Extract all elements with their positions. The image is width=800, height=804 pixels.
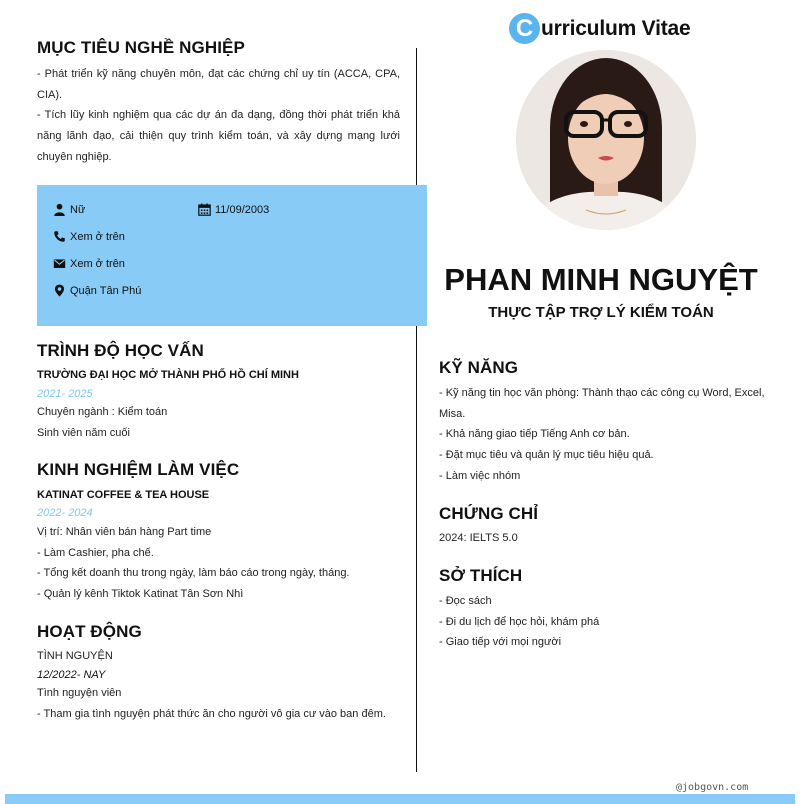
location-icon xyxy=(53,284,66,297)
address-item xyxy=(53,284,141,297)
birthday-item xyxy=(198,203,269,216)
activities-role: Tình nguyện viên xyxy=(37,687,122,699)
phone-value: Xem ở trên xyxy=(70,230,125,243)
activities-desc: - Tham gia tình nguyện phát thức ăn cho người vô gia cư vào ban đêm. xyxy=(37,708,386,720)
activities-period: 12/2022- NAY xyxy=(37,669,106,681)
experience-position: Vị trí: Nhân viên bán hàng Part time xyxy=(37,526,212,538)
footer-credit: @jobgovn.com xyxy=(676,782,749,793)
education-school: TRƯỜNG ĐẠI HỌC MỞ THÀNH PHỐ HỒ CHÍ MINH xyxy=(37,369,299,381)
certificate-item-1: 2024: IELTS 5.0 xyxy=(439,532,518,544)
email-item xyxy=(53,257,125,270)
education-heading: TRÌNH ĐỘ HỌC VẤN xyxy=(37,341,204,360)
address-value: Quận Tân Phú xyxy=(70,284,142,297)
activities-org: TÌNH NGUYỆN xyxy=(37,650,113,662)
hobby-item-1: - Đọc sách xyxy=(439,595,492,607)
cv-logo-text: urriculum Vitae xyxy=(541,16,691,40)
experience-heading: KINH NGHIỆM LÀM VIỆC xyxy=(37,460,240,479)
objective-line-1: - Phát triển kỹ năng chuyên môn, đạt các chứng chỉ uy tín (ACCA, CPA, CIA). xyxy=(37,68,400,101)
hobby-item-3: - Giao tiếp với mọi người xyxy=(439,636,562,648)
footer-bar xyxy=(5,794,795,804)
gender-value: Nữ xyxy=(70,203,86,216)
education-period: 2021- 2025 xyxy=(37,388,93,400)
personal-info-box xyxy=(37,185,427,326)
experience-duty-2: - Tổng kết doanh thu trong ngày, làm báo cáo trong ngày, tháng. xyxy=(37,567,350,579)
cv-logo xyxy=(509,13,691,44)
user-icon xyxy=(53,203,66,216)
hobby-item-2: - Đi du lịch để học hỏi, khám phá xyxy=(439,616,600,628)
skill-item-2: - Khả năng giao tiếp Tiếng Anh cơ bản. xyxy=(439,428,630,440)
skill-item-3: - Đặt mục tiêu và quản lý mục tiêu hiệu quả. xyxy=(439,449,654,461)
education-major: Chuyên ngành : Kiểm toán xyxy=(37,406,168,418)
objective-heading: MỤC TIÊU NGHỀ NGHIỆP xyxy=(37,38,245,57)
experience-duty-3: - Quản lý kênh Tiktok Katinat Tân Sơn Nhì xyxy=(37,588,244,600)
profile-photo xyxy=(516,50,696,230)
education-status: Sinh viên năm cuối xyxy=(37,427,130,439)
skill-item-1: - Kỹ năng tin học văn phòng: Thành thạo các công cụ Word, Excel, Misa. xyxy=(439,387,765,420)
experience-duty-1: - Làm Cashier, pha chế. xyxy=(37,547,154,559)
cv-logo-letter: C xyxy=(509,13,540,44)
email-value: Xem ở trên xyxy=(70,257,125,270)
experience-company: KATINAT COFFEE & TEA HOUSE xyxy=(37,489,210,501)
gender-item xyxy=(53,203,85,216)
activities-heading: HOẠT ĐỘNG xyxy=(37,622,142,641)
calendar-icon xyxy=(198,203,211,216)
skill-item-4: - Làm việc nhóm xyxy=(439,470,521,482)
divider-bottom xyxy=(416,326,417,772)
candidate-name: PHAN MINH NGUYỆT xyxy=(444,262,758,297)
job-title: THỰC TẬP TRỢ LÝ KIỂM TOÁN xyxy=(488,304,714,321)
phone-item xyxy=(53,230,125,243)
objective-line-2: - Tích lũy kinh nghiệm qua các dự án đa dạng, đồng thời phát triển khả năng lãnh đạo, cải thiện quy trình kiểm toán, và xây dựng mạng lưới chuyên nghiệp. xyxy=(37,109,400,163)
phone-icon xyxy=(53,230,66,243)
experience-period: 2022- 2024 xyxy=(37,507,93,519)
hobbies-heading: SỞ THÍCH xyxy=(439,566,523,585)
certificates-heading: CHỨNG CHỈ xyxy=(439,504,539,523)
skills-heading: KỸ NĂNG xyxy=(439,358,519,377)
mail-icon xyxy=(53,257,66,270)
birthday-value: 11/09/2003 xyxy=(215,203,270,216)
divider-top xyxy=(416,48,417,185)
